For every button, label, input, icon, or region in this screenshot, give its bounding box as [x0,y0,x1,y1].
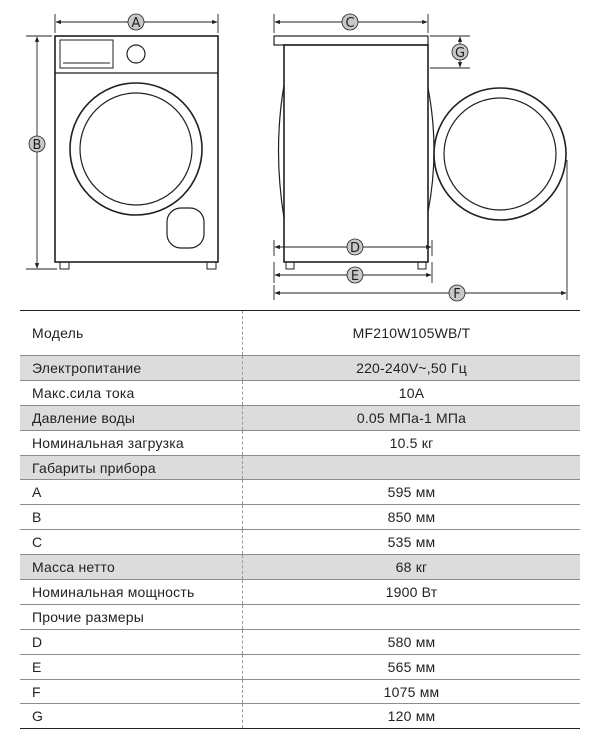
spec-row [20,604,580,629]
dimension-a-label: A [131,16,141,31]
spec-key: D [20,629,243,654]
spec-row [20,654,580,679]
spec-key: E [20,654,243,679]
spec-row [20,311,580,356]
spec-value: 220-240V~,50 Гц [243,356,581,381]
program-knob [127,45,145,63]
spec-value: 1075 мм [243,679,581,704]
spec-value [243,455,581,480]
spec-value [243,604,581,629]
spec-value: 850 мм [243,505,581,530]
spec-value: 1900 Вт [243,580,581,605]
spec-key: C [20,530,243,555]
dimension-g-label: G [454,46,466,61]
spec-row [20,480,580,505]
spec-value: 565 мм [243,654,581,679]
open-door-outer [434,88,566,220]
spec-value: 120 мм [243,704,581,729]
door-glass [80,93,192,205]
spec-row [20,679,580,704]
spec-row [20,629,580,654]
spec-key: Прочие размеры [20,604,243,629]
spec-key: Макс.сила тока [20,380,243,405]
foot-left [60,262,69,269]
dimension-b-label: B [32,138,42,153]
spec-table-body [20,311,580,729]
spec-row [20,555,580,580]
spec-row [20,430,580,455]
spec-row [20,505,580,530]
dimension-d-label: D [349,241,361,256]
spec-row [20,356,580,381]
spec-table [20,310,580,729]
spec-row [20,380,580,405]
side-cabinet [284,45,428,262]
spec-key: Давление воды [20,405,243,430]
spec-row [20,405,580,430]
spec-value: 535 мм [243,530,581,555]
spec-row [20,704,580,729]
spec-row [20,455,580,480]
open-door-inner [444,98,556,210]
dimension-f [274,160,567,301]
rear-bulge [279,85,285,218]
dimension-e-label: E [350,269,360,284]
spec-value: MF210W105WB/T [243,311,581,356]
spec-key: G [20,704,243,729]
spec-value: 10.5 кг [243,430,581,455]
side-top-panel [274,36,428,45]
door-outer-ring [70,83,202,215]
spec-key: Габариты прибора [20,455,243,480]
detergent-drawer [60,40,113,68]
dimension-b [26,36,57,269]
front-view [55,36,218,269]
spec-row [20,530,580,555]
foot-right [207,262,216,269]
side-view [274,36,566,269]
spec-value: 68 кг [243,555,581,580]
spec-value: 10A [243,380,581,405]
dimension-f-label: F [453,287,461,302]
spec-key: Масса нетто [20,555,243,580]
filter-hatch [167,208,204,248]
spec-key: Модель [20,311,243,356]
spec-value: 580 мм [243,629,581,654]
spec-value: 0.05 МПа-1 МПа [243,405,581,430]
spec-key: Электропитание [20,356,243,381]
spec-key: Номинальная загрузка [20,430,243,455]
dimension-diagram [0,0,604,310]
spec-key: F [20,679,243,704]
spec-value: 595 мм [243,480,581,505]
spec-key: B [20,505,243,530]
door-profile [428,88,434,212]
dimension-c-label: C [345,16,355,31]
spec-row [20,580,580,605]
spec-key: A [20,480,243,505]
spec-key: Номинальная мощность [20,580,243,605]
